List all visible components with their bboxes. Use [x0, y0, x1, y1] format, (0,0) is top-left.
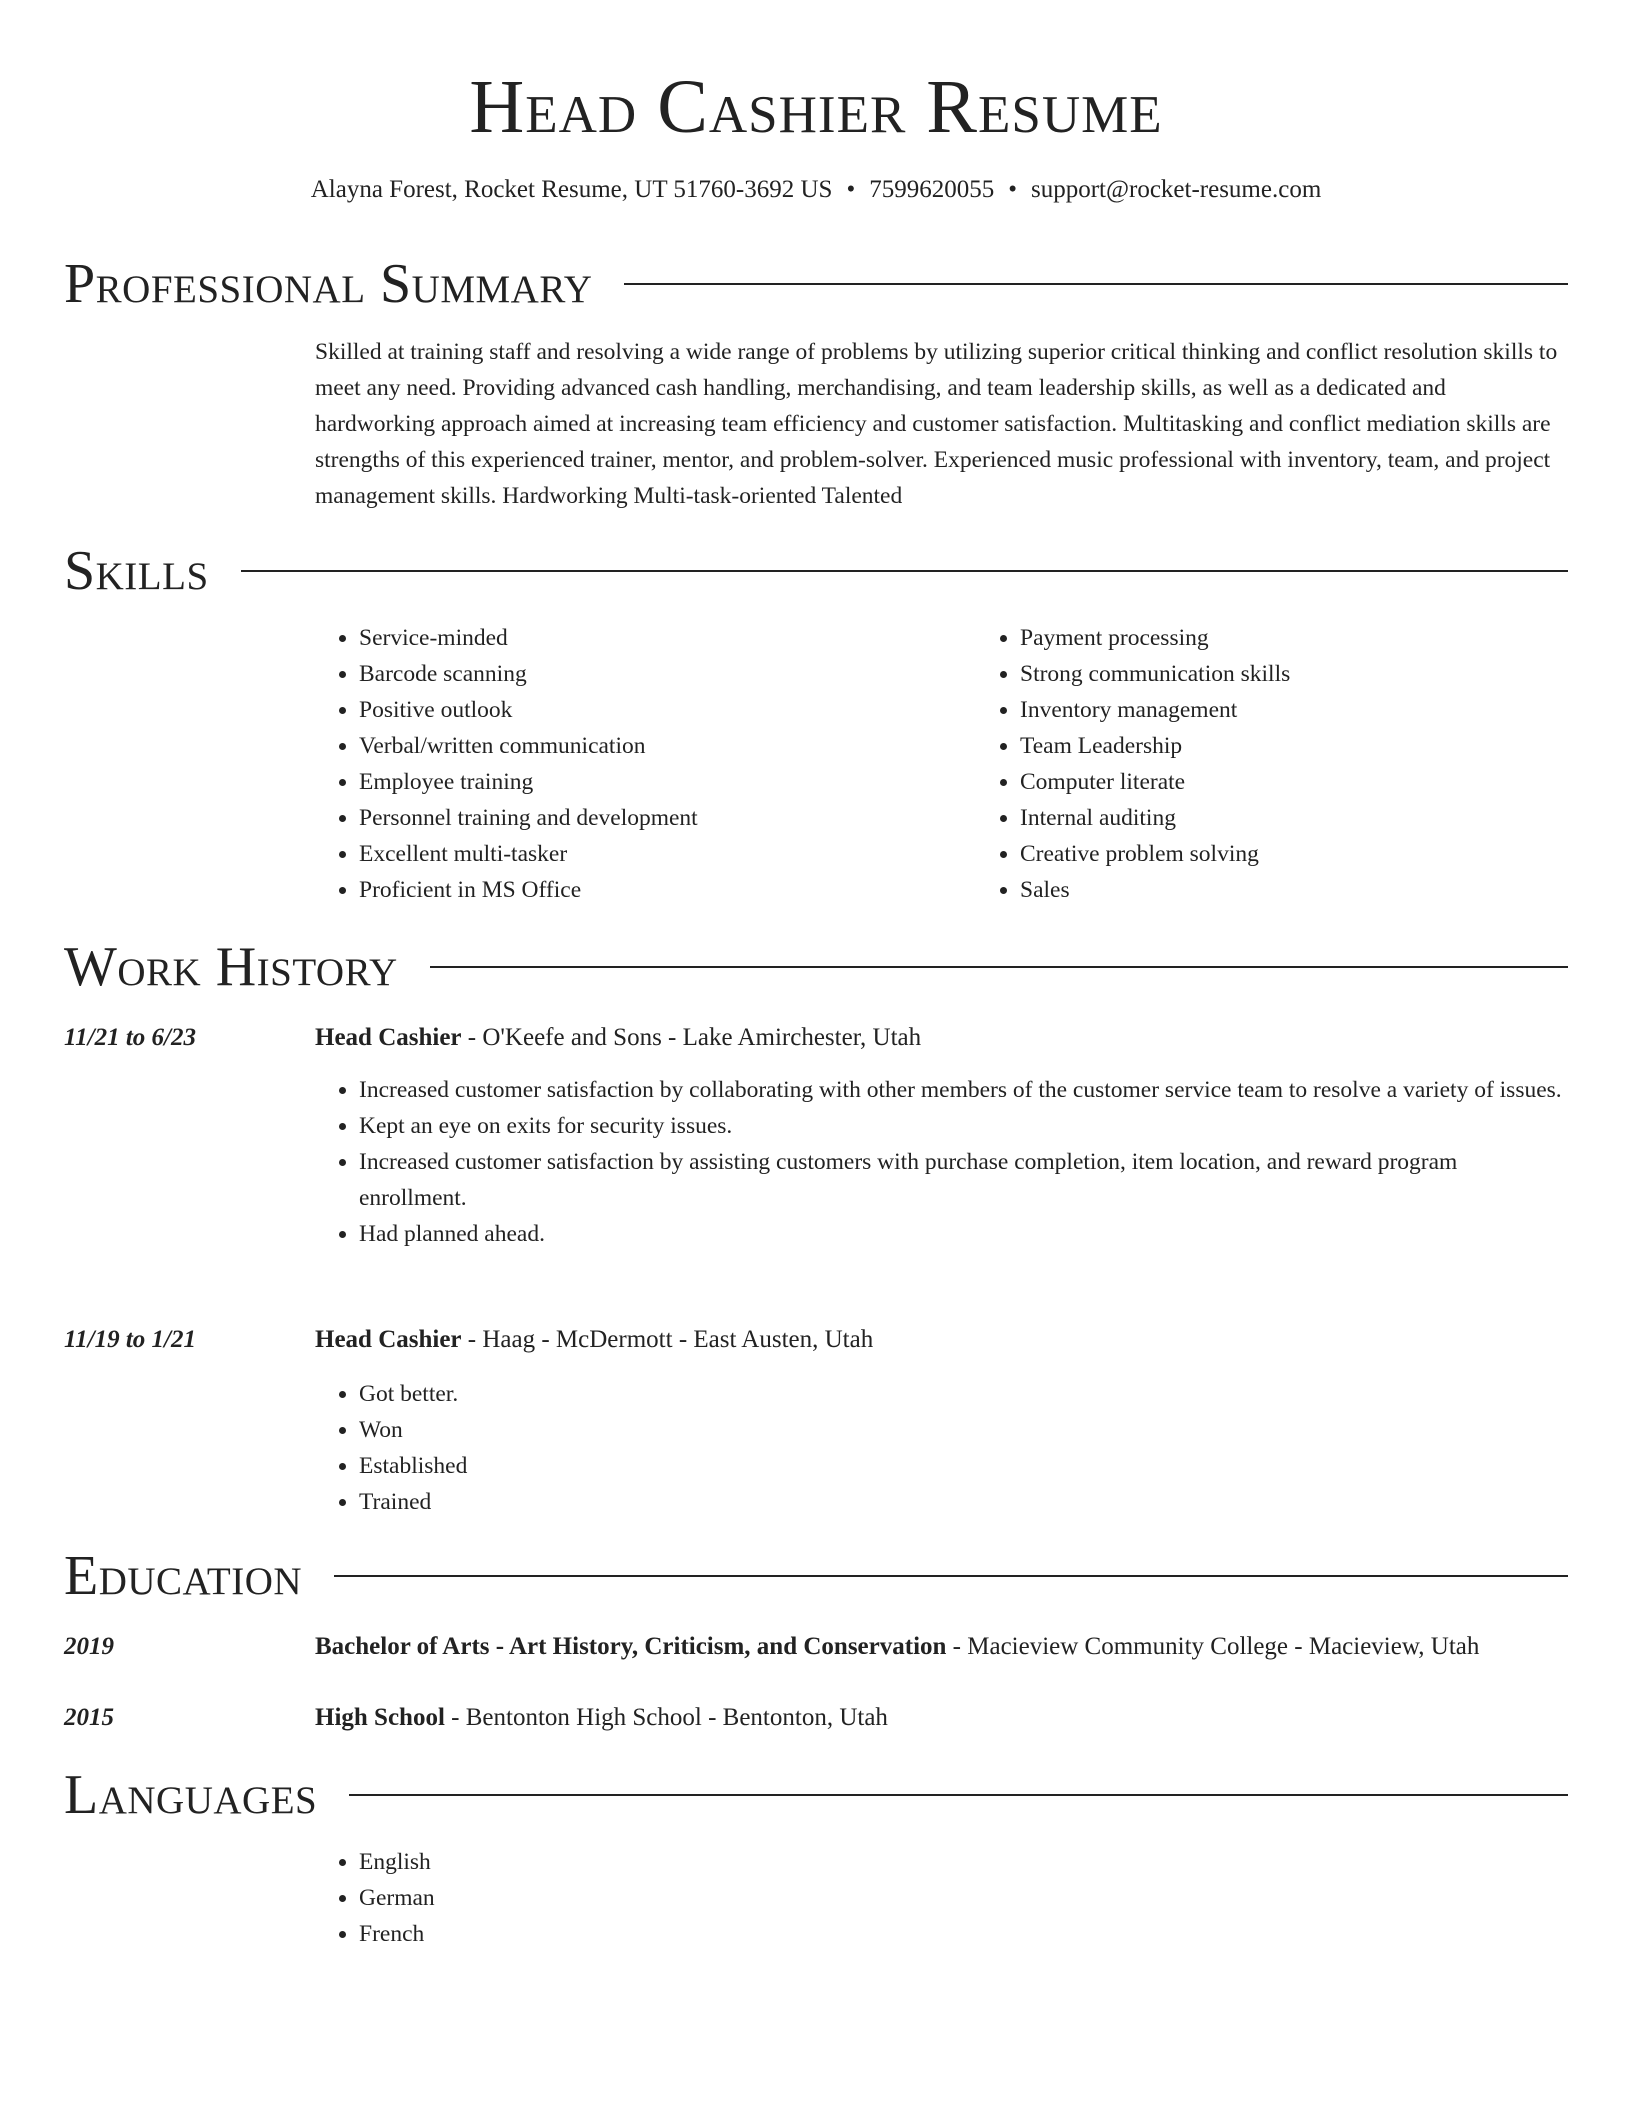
summary-section-header — [64, 249, 1568, 319]
skills-section-header — [64, 536, 1568, 606]
contact-address: Alayna Forest, Rocket Resume, UT 51760-3692 US — [310, 176, 833, 203]
education-year: 2015 — [64, 1704, 114, 1731]
summary-text: Skilled at training staff and resolving a wide range of problems by utilizing superior critical thinking and conflict resolution skills to meet any need. Providing advanced cash handling, merchandising, and team leadership skills, as well as a dedicated and hardworking approach aimed at increasing team efficiency and customer satisfaction. Multitasking and conflict mediation skills are strengths of this experienced trainer, mentor, and problem-solver. Experienced music professional with inventory, team, and project management skills. Hardworking Multi-task-oriented Talented — [315, 339, 1558, 509]
skill-item: • Inventory management — [1020, 692, 1632, 728]
skills-list-left — [315, 620, 976, 908]
resume-title: Head Cashier Resume — [469, 65, 1163, 149]
education-details: - Bentonton High School - Bentonton, Utah — [444, 1704, 888, 1731]
education-heading-line — [315, 1629, 1568, 1665]
job-bullet: • Increased customer satisfaction by assisting customers with purchase completion, item location, and reward program enrollment. — [359, 1144, 1568, 1216]
section-divider — [349, 1794, 1568, 1796]
job-dates: 11/21 to 6/23 — [64, 1024, 196, 1051]
education-year: 2019 — [64, 1633, 114, 1660]
skills-columns — [315, 620, 1568, 908]
job-bullet: • Had planned ahead. — [359, 1216, 1568, 1252]
work-section-header — [64, 932, 1568, 1002]
summary-body — [315, 334, 1568, 514]
skill-item: • Computer literate — [1020, 764, 1632, 800]
skill-item: • Payment processing — [1020, 620, 1632, 656]
job-bullets — [315, 1376, 1568, 1520]
languages-body — [315, 1844, 1568, 1952]
skill-item: • Creative problem solving — [1020, 836, 1632, 872]
work-heading: Work History — [64, 936, 398, 998]
job-bullet: • Increased customer satisfaction by collaborating with other members of the customer service team to resolve a variety of issues. — [359, 1072, 1568, 1108]
job-entry — [315, 1322, 1568, 1520]
job-bullet: • Trained — [359, 1484, 1568, 1520]
languages-heading: Languages — [64, 1764, 318, 1826]
skill-item: • Verbal/written communication — [359, 728, 976, 764]
section-divider — [430, 966, 1568, 968]
skill-item: • Proficient in MS Office — [359, 872, 976, 908]
education-heading: Education — [64, 1545, 303, 1607]
job-dates: 11/19 to 1/21 — [64, 1326, 196, 1353]
contact-email: support@rocket-resume.com — [1030, 176, 1322, 203]
section-divider — [624, 283, 1568, 285]
job-entry — [315, 1020, 1568, 1252]
education-degree: High School — [315, 1704, 445, 1731]
language-item: • French — [359, 1916, 1568, 1952]
education-degree: Bachelor of Arts - Art History, Criticism, and Conservation — [315, 1633, 947, 1660]
skills-list-right — [976, 620, 1632, 908]
section-divider — [241, 570, 1568, 572]
job-bullet: • Established — [359, 1448, 1568, 1484]
skill-item: • Service-minded — [359, 620, 976, 656]
education-details: - Macieview Community College - Macieview, Utah — [946, 1633, 1480, 1660]
language-item: • English — [359, 1844, 1568, 1880]
skill-item: • Barcode scanning — [359, 656, 976, 692]
contact-separator: • — [846, 176, 856, 203]
job-heading — [315, 1322, 1568, 1358]
skill-item: • Sales — [1020, 872, 1632, 908]
skill-item: • Team Leadership — [1020, 728, 1632, 764]
language-item: • German — [359, 1880, 1568, 1916]
job-bullet: • Won — [359, 1412, 1568, 1448]
job-title: Head Cashier — [315, 1326, 462, 1353]
skill-item: • Personnel training and development — [359, 800, 976, 836]
job-bullet: • Kept an eye on exits for security issues. — [359, 1108, 1568, 1144]
education-entry — [315, 1700, 1568, 1736]
education-entry — [315, 1629, 1568, 1665]
education-section-header — [64, 1541, 1568, 1611]
job-heading — [315, 1020, 1568, 1056]
job-bullet: • Got better. — [359, 1376, 1568, 1412]
skill-item: • Employee training — [359, 764, 976, 800]
education-heading-line — [315, 1700, 1568, 1736]
job-details: - O'Keefe and Sons - Lake Amirchester, Utah — [461, 1024, 922, 1051]
languages-section-header — [64, 1760, 1568, 1830]
contact-separator: • — [1008, 176, 1017, 203]
skill-item: • Internal auditing — [1020, 800, 1632, 836]
job-title: Head Cashier — [315, 1024, 462, 1051]
skills-heading: Skills — [64, 540, 209, 602]
languages-list — [315, 1844, 1568, 1952]
section-divider — [334, 1575, 1568, 1577]
skill-item: • Strong communication skills — [1020, 656, 1632, 692]
job-details: - Haag - McDermott - East Austen, Utah — [461, 1326, 874, 1353]
contact-line — [64, 174, 1568, 206]
skill-item: • Positive outlook — [359, 692, 976, 728]
skill-item: • Excellent multi-tasker — [359, 836, 976, 872]
contact-phone: 7599620055 — [869, 176, 995, 203]
skills-body — [315, 620, 1568, 908]
summary-heading: Professional Summary — [64, 253, 593, 315]
job-bullets — [315, 1072, 1568, 1252]
